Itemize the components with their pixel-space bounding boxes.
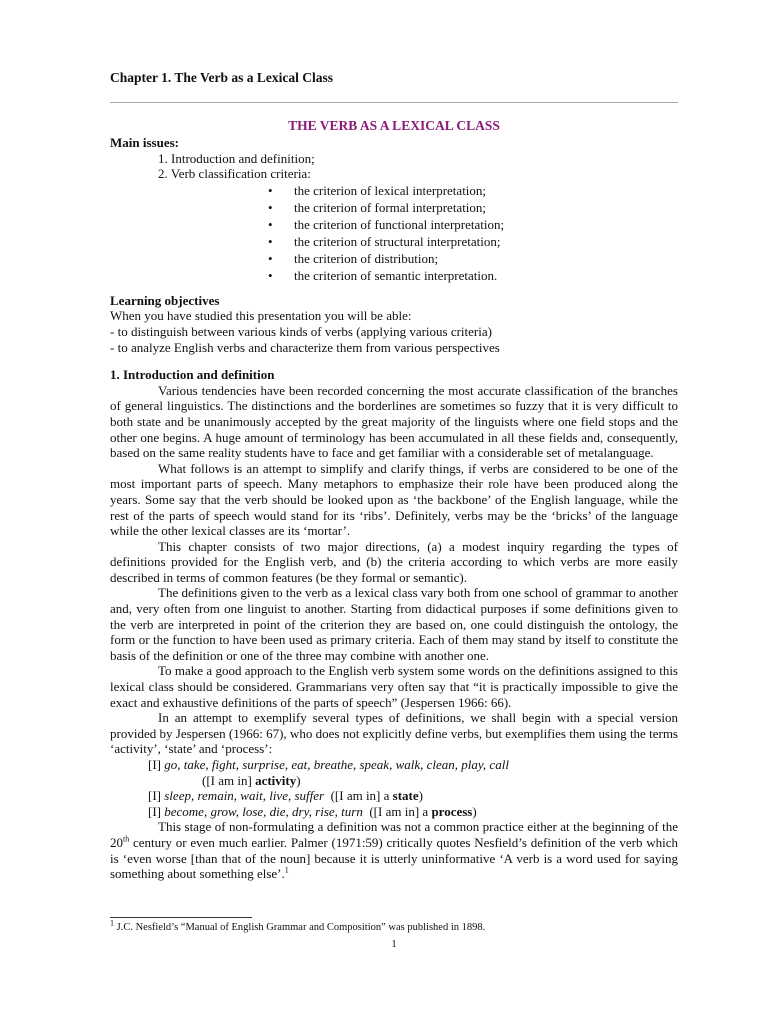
main-issues-heading: Main issues: bbox=[110, 135, 179, 150]
section-heading: 1. Introduction and definition bbox=[110, 367, 275, 383]
criteria-list bbox=[110, 182, 678, 284]
paragraph: This chapter consists of two major directions, (a) a modest inquiry regarding the types of definitions provided for the English verb, and (b) the criteria according to which verbs are more easily described in terms of common features (be they formal or semantic). bbox=[110, 538, 678, 585]
objective-line: - to distinguish between various kinds of verbs (applying various criteria) bbox=[110, 323, 492, 339]
bullet-icon: • bbox=[268, 250, 273, 266]
list-item: • the criterion of functional interpretation; bbox=[268, 216, 505, 232]
running-head: Chapter 1. The Verb as a Lexical Class bbox=[110, 70, 334, 85]
main-issue-item: 2. Verb classification criteria: bbox=[158, 166, 311, 182]
page-number: 1 bbox=[391, 938, 397, 950]
paragraph: In an attempt to exemplify several types of definitions, we shall begin with a special version provided by Jespersen (1966: 67), who does not explicitly define verbs, but exemplifies them using the terms ‘activity’, ‘state’ and ‘process’: bbox=[110, 710, 678, 757]
bullet-icon: • bbox=[268, 199, 273, 215]
paragraph: What follows is an attempt to simplify and clarify things, if verbs are considered to be one of the most important parts of speech. Many metaphors to emphasize their role have been produced along the years. Some say that the verb should be looked upon as ‘the backbone’ of the English language, while the rest of the parts of speech would stand for its ‘ribs’. Definitely, verbs may be the ‘bricks’ of the language while the other lexical classes are its ‘mortar’. bbox=[110, 460, 678, 539]
document-body bbox=[110, 135, 678, 882]
bullet-icon: • bbox=[268, 182, 273, 198]
list-item: • the criterion of distribution; bbox=[268, 250, 439, 266]
objective-line: When you have studied this presentation you will be able: bbox=[110, 308, 412, 324]
example-activity: [I] go, take, fight, surprise, eat, breathe, speak, walk, clean, play, call bbox=[148, 757, 509, 772]
list-item: • the criterion of semantic interpretation. bbox=[268, 267, 498, 283]
example-activity-label: ([I am in] activity) bbox=[202, 772, 301, 788]
example-state: [I] sleep, remain, wait, live, suffer ([I am in] a state) bbox=[148, 788, 424, 804]
page-title: THE VERB AS A LEXICAL CLASS bbox=[288, 118, 500, 133]
paragraph: The definitions given to the verb as a lexical class vary both from one school of grammar to another and, very often from one linguist to another. Starting from didactical purposes if some definitions given to the verb are interpreted in point of the criterion they are based on, one could distinguish the ontology, the form or the function to have been used as primary criteria. Each of them may stand by itself to constitute the basis of the definition or one of the three may combine with another one. bbox=[110, 585, 678, 663]
list-item: • the criterion of structural interpretation; bbox=[268, 233, 501, 249]
footnote-ref[interactable]: 1 bbox=[284, 865, 289, 875]
header-divider bbox=[110, 102, 678, 103]
paragraph: This stage of non-formulating a definition was not a common practice either at the beginning of the 20th century or even much earlier. Palmer (1971:59) critically quotes Nesfield’s definition of the verb which is ‘even worse [than that of the noun] because it is utterly uninformative ‘A verb is a word used for saying something about something else’.$^1$ bbox=[110, 819, 678, 882]
bullet-icon: • bbox=[268, 233, 273, 249]
footnote: $^1$ J.C. Nesfield’s “Manual of English Grammar and Composition” was published in 1898. bbox=[110, 918, 486, 933]
paragraph: To make a good approach to the English verb system some words on the definitions assigned to this lexical class should be considered. Grammarians very often say that “it is practically impossible to give the exact and exhaustive definitions of the parts of speech” (Jespersen 1966: 66). bbox=[110, 663, 678, 710]
paragraph: Various tendencies have been recorded concerning the most accurate classification of the branches of general linguistics. The distinctions and the borderlines are sometimes so fuzzy that it is very difficult to both state and be unanimously accepted by the great majority of the linguists where one field stops and the other one begins. A huge amount of terminology has been accumulated in all these fields and, consequently, based on the same reality students have to face and get familiar with a considerable set of metalanguage. bbox=[110, 382, 678, 461]
example-process: [I] become, grow, lose, die, dry, rise, turn ([I am in] a process) bbox=[148, 803, 477, 819]
list-item: • the criterion of formal interpretation; bbox=[268, 199, 487, 215]
main-issue-item: 1. Introduction and definition; bbox=[158, 150, 315, 166]
footnote-divider bbox=[110, 917, 252, 918]
objectives-heading: Learning objectives bbox=[110, 292, 220, 308]
bullet-icon: • bbox=[268, 267, 273, 283]
bullet-icon: • bbox=[268, 216, 273, 232]
list-item: • the criterion of lexical interpretation; bbox=[268, 182, 487, 198]
objective-line: - to analyze English verbs and characterize them from various perspectives bbox=[110, 339, 500, 355]
